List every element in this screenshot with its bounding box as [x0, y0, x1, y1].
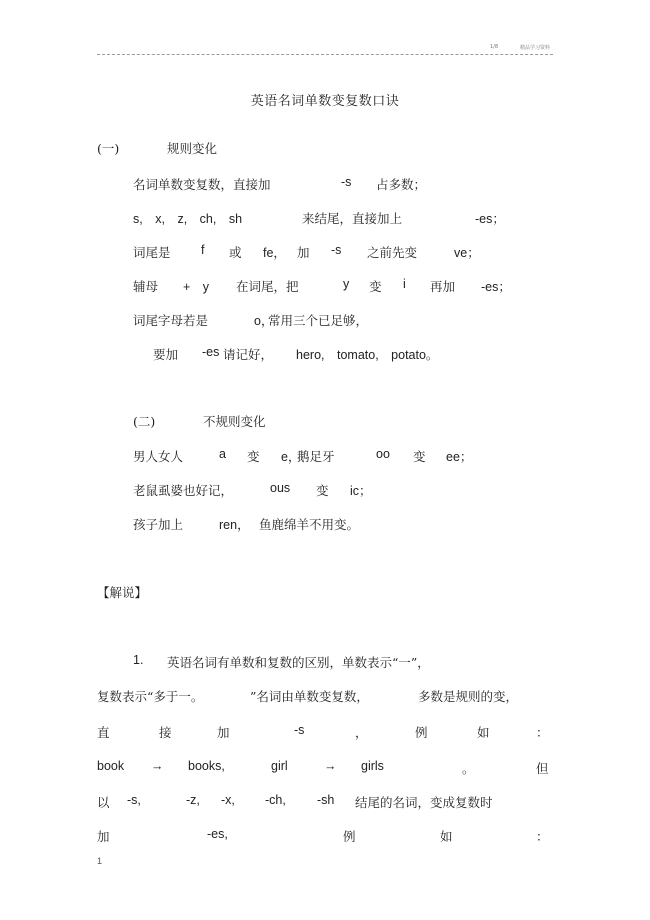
- rule-line-3-h: ve；: [454, 246, 480, 260]
- explain-line-5-a: 以: [97, 795, 110, 810]
- explanation-heading: 【解说】: [97, 585, 148, 600]
- explain-line-4-d: girl: [271, 759, 288, 773]
- explain-line-3-f: 例: [415, 725, 428, 740]
- explain-line-3-e: ，: [355, 725, 368, 740]
- irregular-line-2-b: ous: [270, 481, 291, 495]
- rule-line-2-suffix: -es；: [475, 212, 505, 226]
- explain-line-4-c: books,: [188, 759, 225, 773]
- irregular-line-2-a: 老鼠虱婆也好记，: [133, 483, 234, 498]
- rule-line-4-g: 再加: [430, 279, 456, 294]
- explain-line-4-arrow-1: →: [151, 759, 164, 773]
- rule-line-6-b: -es: [202, 345, 220, 359]
- rule-line-4-a: 辅母: [133, 279, 159, 294]
- irregular-line-2-d: ic；: [350, 484, 372, 498]
- rule-line-1-end: 占多数；: [376, 177, 427, 192]
- explain-line-4-f: girls: [361, 759, 384, 773]
- rule-line-6-a: 要加: [153, 347, 179, 362]
- explain-line-4-h: 但: [536, 761, 549, 776]
- rule-line-3-e: 加: [297, 245, 310, 260]
- rule-line-4-c: 在词尾，把: [236, 279, 299, 294]
- rule-line-2-letters: s, x, z, ch, sh: [133, 212, 243, 226]
- explain-line-5-f: -sh: [317, 793, 335, 807]
- rule-line-3-a: 词尾是: [133, 245, 171, 260]
- header-divider: [97, 54, 553, 55]
- explain-item-number: 1.: [133, 653, 144, 667]
- irregular-line-1-b: a: [219, 447, 226, 461]
- rule-line-4-h: -es；: [481, 280, 511, 294]
- explain-line-1: 英语名词有单数和复数的区别，单数表示“一”，: [167, 655, 430, 670]
- rule-line-1-text: 名词单数变复数，直接加: [133, 177, 271, 192]
- explain-line-3-d: -s: [294, 723, 305, 737]
- rule-line-2-text: 来结尾，直接加上: [302, 211, 403, 226]
- rule-line-5-c: 常用三个已足够，: [268, 313, 369, 328]
- explain-line-3-b: 接: [159, 725, 172, 740]
- explain-line-4-arrow-2: →: [324, 759, 337, 773]
- section2-heading: 不规则变化: [203, 414, 266, 429]
- irregular-line-3-b: ren，: [219, 518, 250, 532]
- explain-line-6-d: 如: [440, 829, 453, 844]
- explain-line-5-e: -ch,: [265, 793, 286, 807]
- explain-line-2-b: ”名词由单数变复数，: [250, 689, 369, 704]
- rule-line-6-d: hero, tomato, potato。: [296, 348, 439, 362]
- explain-line-2-a: 复数表示“多于一。: [97, 689, 204, 704]
- rule-line-3-c: 或: [229, 245, 242, 260]
- page-number: 1: [97, 856, 103, 866]
- irregular-line-1-f: oo: [376, 447, 390, 461]
- explain-line-6-a: 加: [97, 829, 110, 844]
- section1-number: (一): [97, 141, 120, 156]
- explain-line-6-e: ：: [536, 829, 549, 844]
- explain-line-5-c: -z,: [186, 793, 200, 807]
- rule-line-4-e: 变: [369, 279, 382, 294]
- rule-line-5-a: 词尾字母若是: [133, 313, 209, 328]
- explain-line-4-g: 。: [462, 761, 475, 776]
- rule-line-3-d: fe，: [263, 246, 286, 260]
- rule-line-4-f: i: [403, 277, 406, 291]
- rule-line-1-suffix: -s: [341, 175, 352, 189]
- rule-line-4-d: y: [343, 277, 350, 291]
- rule-line-3-g: 之前先变: [367, 245, 418, 260]
- explain-line-6-b: -es,: [207, 827, 228, 841]
- irregular-line-3-c: 鱼鹿绵羊不用变。: [259, 517, 360, 532]
- header-right-text: 精品学习资料: [520, 45, 551, 51]
- explain-line-5-b: -s,: [127, 793, 141, 807]
- explain-line-2-c: 多数是规则的变，: [418, 689, 519, 704]
- rule-line-4-b: + y: [183, 280, 210, 294]
- irregular-line-1-a: 男人女人: [133, 449, 184, 464]
- irregular-line-3-a: 孩子加上: [133, 517, 184, 532]
- irregular-line-1-d: e，: [281, 450, 301, 464]
- irregular-line-1-c: 变: [247, 449, 260, 464]
- explain-line-4-a: book: [97, 759, 125, 773]
- irregular-line-1-g: 变: [413, 449, 426, 464]
- rule-line-3-b: f: [201, 243, 205, 257]
- explain-line-5-g: 结尾的名词，变成复数时: [355, 795, 493, 810]
- section1-heading: 规则变化: [167, 141, 218, 156]
- explain-line-6-c: 例: [343, 829, 356, 844]
- irregular-line-2-c: 变: [316, 483, 329, 498]
- explain-line-3-g: 如: [477, 725, 490, 740]
- explain-line-5-d: -x,: [221, 793, 235, 807]
- page-title: 英语名词单数变复数口诀: [250, 94, 400, 109]
- explain-line-3-a: 直: [97, 725, 110, 740]
- header-left-text: 1/8: [490, 44, 499, 50]
- explain-line-3-h: ：: [536, 725, 549, 740]
- irregular-line-1-h: ee；: [446, 450, 473, 464]
- rule-line-3-f: -s: [331, 243, 342, 257]
- rule-line-5-b: o，: [254, 314, 274, 328]
- rule-line-6-c: 请记好，: [223, 347, 274, 362]
- explain-line-3-c: 加: [217, 725, 230, 740]
- irregular-line-1-e: 鹅足牙: [297, 449, 335, 464]
- section2-number: (二): [133, 414, 156, 429]
